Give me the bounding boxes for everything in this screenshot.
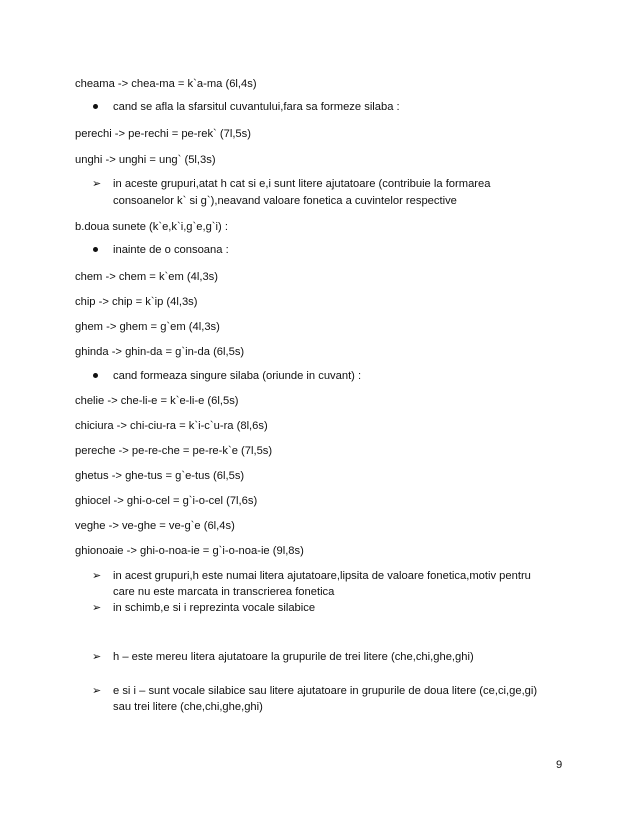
bullet-text: cand formeaza singure silaba (oriunde in cuvant) : (113, 370, 362, 382)
text-line: cheama -> chea-ma = k`a-ma (6l,4s) (75, 78, 257, 90)
text-line: chelie -> che-li-e = k`e-li-e (6l,5s) (75, 395, 239, 407)
arrow-bullet-icon: ➢ (92, 178, 102, 190)
page-number: 9 (556, 759, 563, 771)
text-line: ghionoaie -> ghi-o-noa-ie = g`i-o-noa-ie (9l,8s) (75, 545, 304, 557)
arrow-bullet-text-continuation: care nu este marcata in transcrierea fonetica (113, 586, 335, 598)
arrow-bullet-icon: ➢ (92, 602, 102, 614)
text-line: chiciura -> chi-ciu-ra = k`i-c`u-ra (8l,6s) (75, 420, 268, 432)
text-line: chem -> chem = k`em (4l,3s) (75, 271, 218, 283)
text-line: ghetus -> ghe-tus = g`e-tus (6l,5s) (75, 470, 245, 482)
arrow-bullet-icon: ➢ (92, 651, 102, 663)
bullet-dot-icon (93, 373, 98, 378)
text-line: pereche -> pe-re-che = pe-re-k`e (7l,5s) (75, 445, 273, 457)
arrow-bullet-text-continuation: consoanelor k` si g`),neavand valoare fonetica a cuvintelor respective (113, 195, 457, 207)
arrow-bullet-icon: ➢ (92, 685, 102, 697)
bullet-text: inainte de o consoana : (113, 244, 229, 256)
arrow-bullet-icon: ➢ (92, 570, 102, 582)
text-line: ghinda -> ghin-da = g`in-da (6l,5s) (75, 346, 245, 358)
text-line: veghe -> ve-ghe = ve-g`e (6l,4s) (75, 520, 235, 532)
bullet-text: cand se afla la sfarsitul cuvantului,fara sa formeze silaba : (113, 101, 400, 113)
text-line: unghi -> unghi = ung` (5l,3s) (75, 154, 216, 166)
arrow-bullet-text-continuation: sau trei litere (che,chi,ghe,ghi) (113, 701, 263, 713)
text-line: ghiocel -> ghi-o-cel = g`i-o-cel (7l,6s) (75, 495, 258, 507)
text-line: chip -> chip = k`ip (4l,3s) (75, 296, 198, 308)
text-line: ghem -> ghem = g`em (4l,3s) (75, 321, 220, 333)
arrow-bullet-text: h – este mereu litera ajutatoare la grupurile de trei litere (che,chi,ghe,ghi) (113, 651, 474, 663)
arrow-bullet-text: in schimb,e si i reprezinta vocale silabice (113, 602, 316, 614)
bullet-dot-icon (93, 104, 98, 109)
text-line: perechi -> pe-rechi = pe-rek` (7l,5s) (75, 128, 251, 140)
arrow-bullet-text: e si i – sunt vocale silabice sau litere ajutatoare in grupurile de doua litere (ce,ci,ge,gi) (113, 685, 538, 697)
text-line: b.doua sunete (k`e,k`i,g`e,g`i) : (75, 221, 228, 233)
bullet-dot-icon (93, 247, 98, 252)
arrow-bullet-text: in aceste grupuri,atat h cat si e,i sunt litere ajutatoare (contribuie la formarea (113, 178, 491, 190)
arrow-bullet-text: in acest grupuri,h este numai litera ajutatoare,lipsita de valoare fonetica,motiv pentru (113, 570, 531, 582)
